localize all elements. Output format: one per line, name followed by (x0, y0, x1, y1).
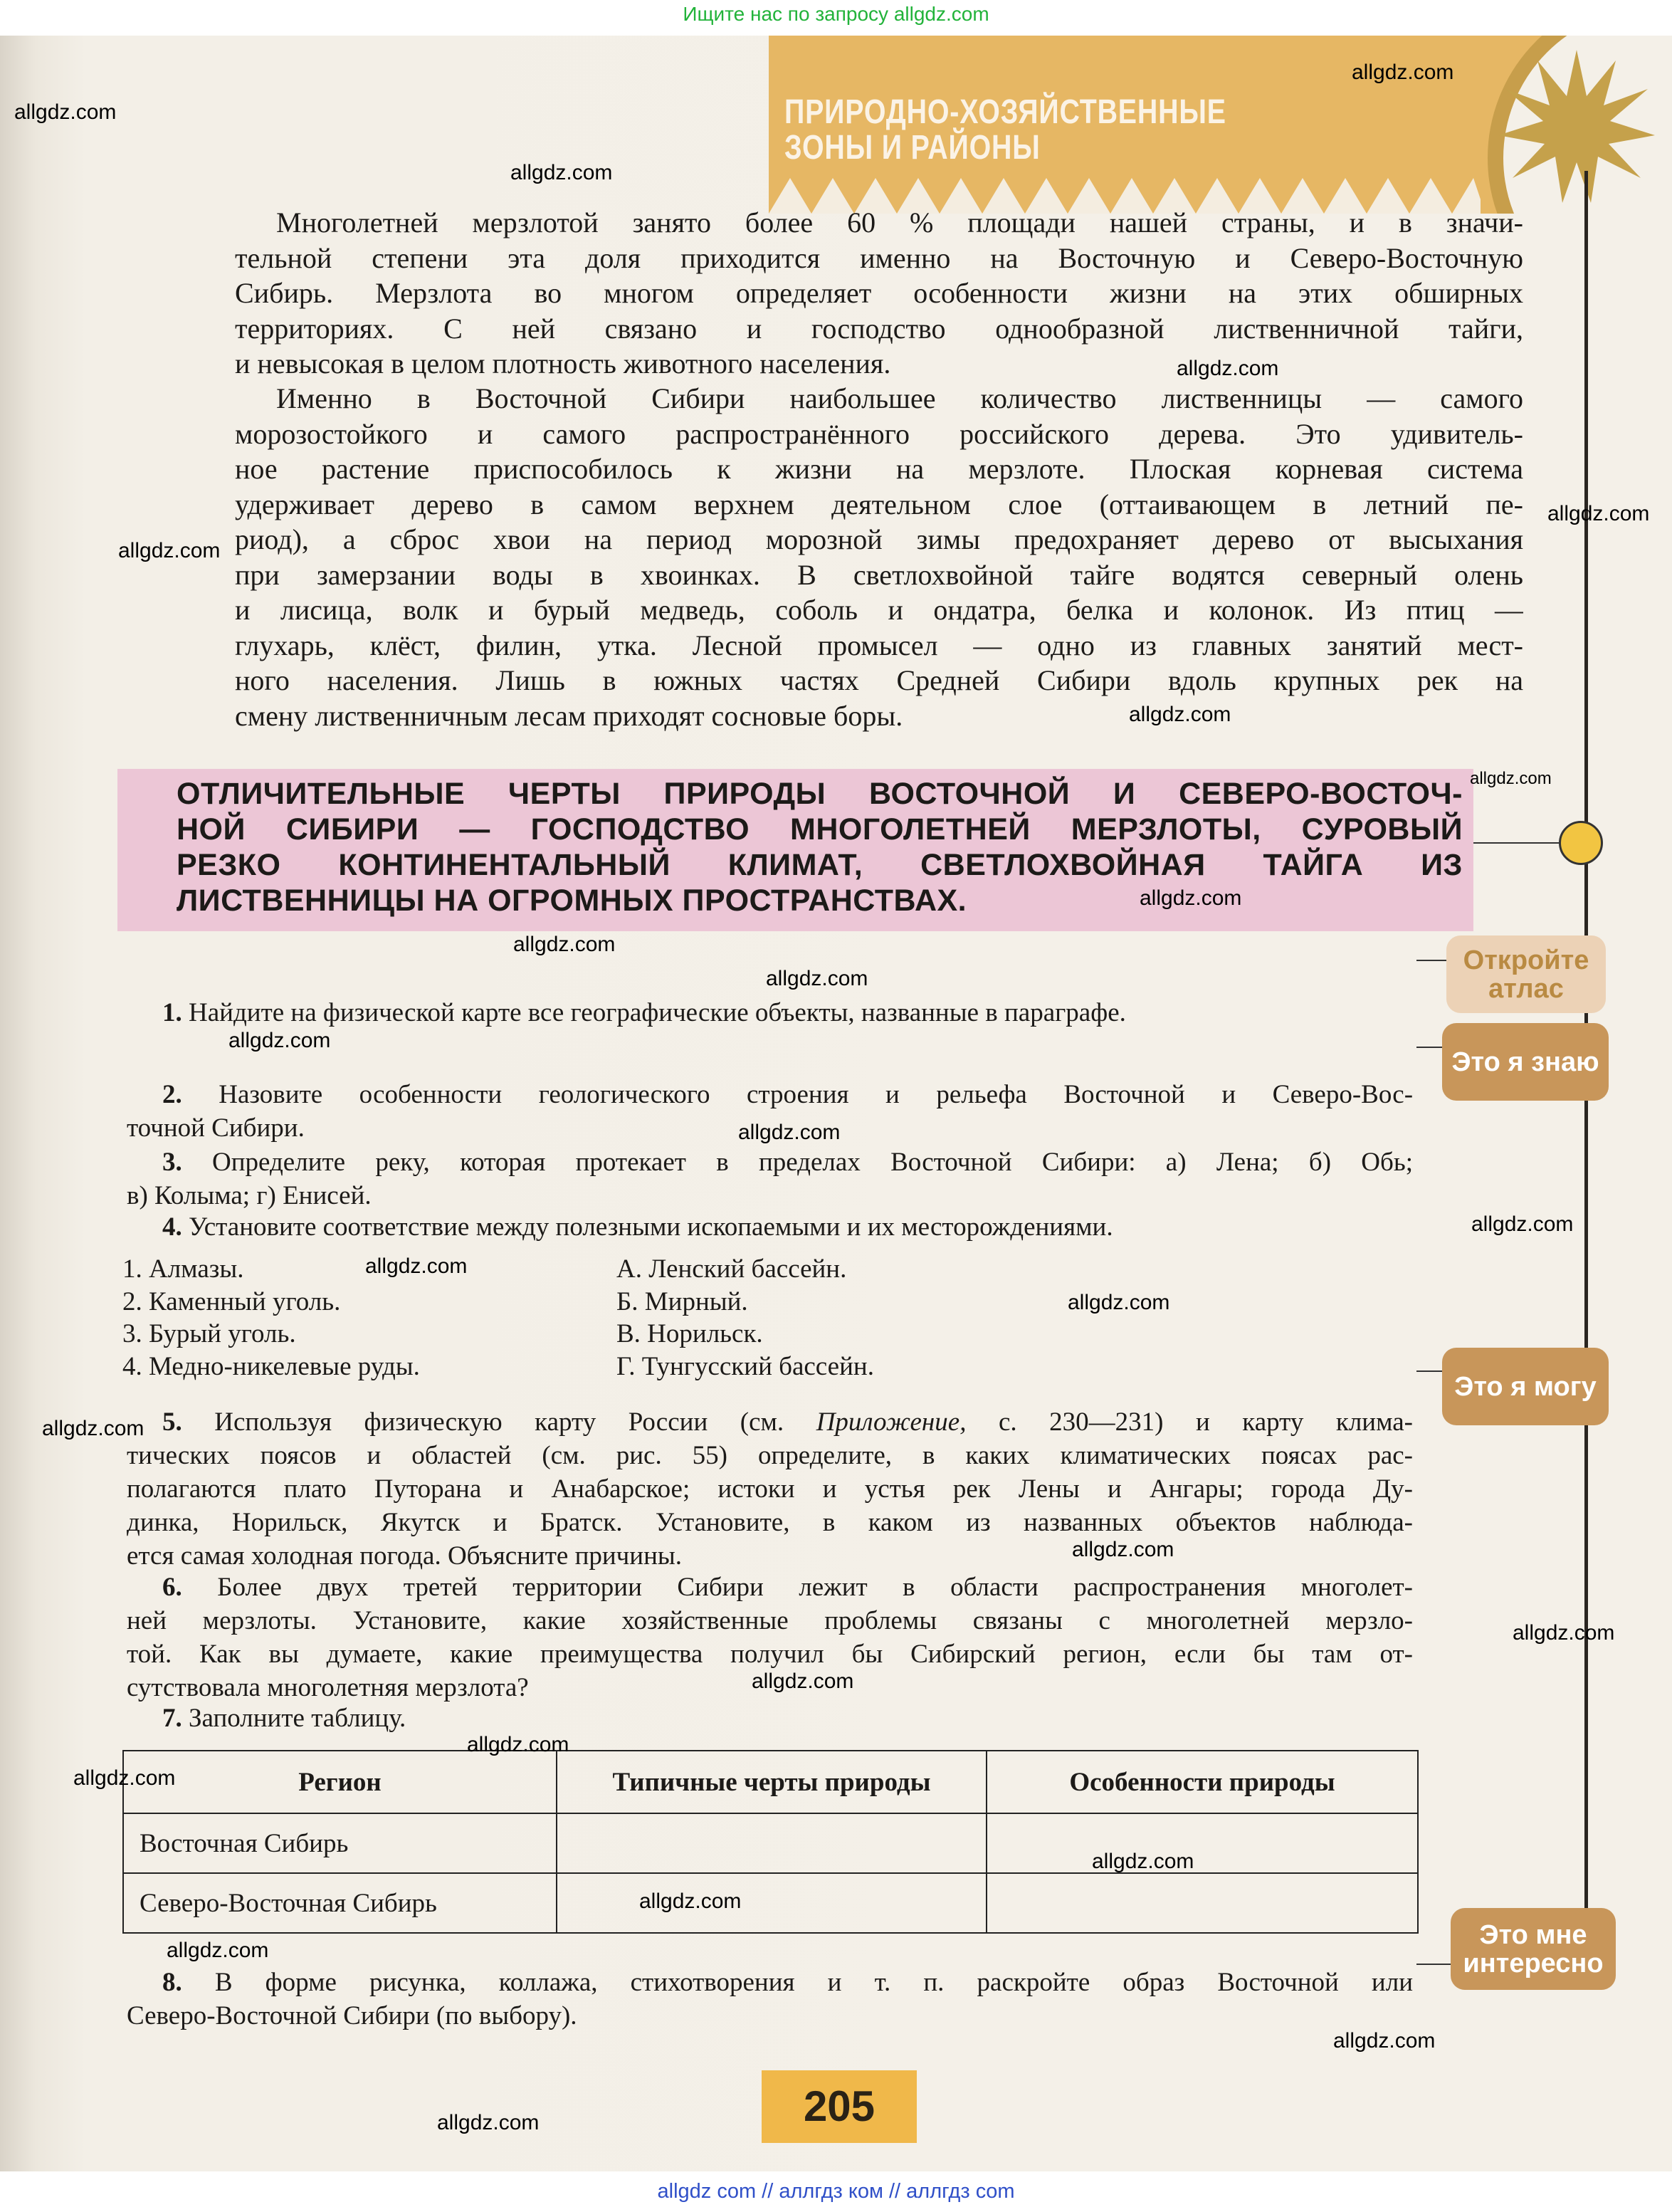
tab-connector (1416, 1370, 1445, 1372)
question-5 (127, 1405, 1413, 1573)
watermark: allgdz.com (1333, 2029, 1436, 2053)
summary-text (177, 776, 1463, 918)
open-atlas-tab (1446, 935, 1606, 1013)
table-cell-empty[interactable] (987, 1813, 1418, 1873)
question-text: сутствовала многолетняя мерзлота? (127, 1673, 529, 1702)
question-text: в) Колыма; г) Енисей. (127, 1181, 372, 1210)
top-search-note: Ищите нас по запросу allgdz.com (683, 3, 989, 25)
watermark: allgdz.com (1072, 1538, 1174, 1561)
tab-label: интересно (1463, 1948, 1604, 1978)
text-line: риод), а сброс хвои на период морозной зимы предохраняет дерево от высыхания (235, 523, 1523, 555)
tab-connector (1416, 1047, 1445, 1048)
question-text: с. 230—231) и карту клима- (998, 1408, 1413, 1437)
question-number: 2. (162, 1080, 182, 1109)
question-number: 8. (162, 1968, 182, 1997)
question-text-italic: Приложение, (816, 1408, 967, 1437)
mineral-item: 2. Каменный уголь. (122, 1286, 341, 1316)
page-number: 205 (762, 2070, 917, 2143)
i-know-this-tab: Это я знаю (1442, 1023, 1609, 1101)
question-text: точной Сибири. (127, 1113, 305, 1143)
question-number: 6. (162, 1573, 182, 1602)
question-text: полагаются плато Путорана и Анабарское; истоки и устья рек Лены и Ангары; города Ду- (127, 1474, 1413, 1504)
summary-line: ОТЛИЧИТЕЛЬНЫЕ ЧЕРТЫ ПРИРОДЫ ВОСТОЧНОЙ И СЕВЕРО-ВОСТОЧ- (177, 777, 1463, 811)
question-number: 4. (162, 1212, 182, 1242)
summary-line: НОЙ СИБИРИ — ГОСПОДСТВО МНОГОЛЕТНЕЙ МЕРЗЛОТЫ, СУРОВЫЙ (177, 812, 1463, 846)
question-text: тических поясов и областей (см. рис. 55) определите, в каких климатических поясах рас- (127, 1441, 1413, 1470)
watermark: allgdz.com (118, 539, 221, 562)
question-text: Заполните таблицу. (189, 1704, 406, 1733)
question-text: Более двух третей территории Сибири лежит в области распространения многолет- (217, 1573, 1413, 1602)
question-3 (127, 1146, 1413, 1212)
watermark: allgdz.com (1140, 886, 1242, 910)
watermark: allgdz.com (766, 967, 868, 990)
watermark: allgdz.com (1068, 1291, 1170, 1314)
table-cell: Северо-Восточная Сибирь (123, 1873, 557, 1933)
watermark: allgdz.com (14, 100, 117, 124)
paragraph-1 (235, 205, 1523, 382)
table-cell: Восточная Сибирь (123, 1813, 557, 1873)
text-line: Сибирь. Мерзлота во многом определяет особенности жизни на этих обширных (235, 277, 1523, 309)
interesting-tab (1451, 1908, 1616, 1990)
watermark: allgdz.com (228, 1029, 331, 1052)
column-header: Типичные черты природы (557, 1751, 987, 1813)
watermark: allgdz.com (1352, 61, 1454, 84)
text-line: при замерзании воды в хвоинках. В светлохвойной тайге водятся северный олень (235, 558, 1523, 591)
question-text: В форме рисунка, коллажа, стихотворения и т. п. раскройте образ Восточной или (214, 1968, 1413, 1997)
watermark: allgdz.com (1177, 357, 1279, 380)
fill-in-table (122, 1750, 1419, 1934)
watermark: allgdz.com (1471, 1212, 1574, 1236)
mineral-item: 1. Алмазы. (122, 1254, 244, 1284)
question-text: Найдите на физической карте все географические объекты, названные в параграфе. (189, 998, 1126, 1027)
watermark: allgdz.com (42, 1417, 144, 1440)
text-line: Именно в Восточной Сибири наибольшее количество лиственницы — самого (276, 382, 1523, 414)
text-line: тельной степени эта доля приходится именно на Восточную и Северо-Восточную (235, 241, 1523, 274)
tab-connector (1416, 1964, 1452, 1965)
watermark: allgdz.com (752, 1670, 854, 1693)
text-line: и невысокая в целом плотность животного населения. (235, 347, 891, 379)
tab-label: Откройте (1463, 945, 1589, 975)
watermark: allgdz.com (1129, 703, 1231, 726)
text-line: ное растение приспособилось к жизни на мерзлоте. Плоская корневая система (235, 453, 1523, 485)
table-cell-empty[interactable] (557, 1873, 987, 1933)
mineral-item: 4. Медно-никелевые руды. (122, 1351, 420, 1381)
watermark: allgdz.com (1092, 1850, 1194, 1873)
summary-line: ЛИСТВЕННИЦЫ НА ОГРОМНЫХ ПРОСТРАНСТВАХ. (177, 884, 967, 918)
watermark: allgdz.com (1470, 769, 1552, 788)
question-text: динка, Норильск, Якутск и Братск. Установите, в каком из названных объектов наблюда- (127, 1508, 1413, 1537)
watermark: allgdz.com (1547, 502, 1650, 525)
watermark: allgdz.com (513, 933, 616, 956)
section-title-line1: ПРИРОДНО-ХОЗЯЙСТВЕННЫЕ (784, 93, 1226, 131)
question-text: той. Как вы думаете, какие преимущества получил бы Сибирский регион, если бы там от- (127, 1640, 1413, 1669)
question-number: 1. (162, 998, 182, 1027)
text-line: Многолетней мерзлотой занято более 60 % площади нашей страны, и в значи- (276, 206, 1523, 239)
question-text: Определите реку, которая протекает в пределах Восточной Сибири: а) Лена; б) Обь; (212, 1148, 1413, 1177)
section-title-line2: ЗОНЫ И РАЙОНЫ (784, 129, 1041, 167)
tab-connector (1416, 960, 1446, 961)
deposit-item: Б. Мирный. (616, 1286, 748, 1316)
question-text: ней мерзлоты. Установите, какие хозяйственные проблемы связаны с многолетней мерзло- (127, 1606, 1413, 1635)
watermark: allgdz.com (639, 1889, 742, 1913)
timeline-marker (1559, 821, 1603, 865)
summary-line: РЕЗКО КОНТИНЕНТАЛЬНЫЙ КЛИМАТ, СВЕТЛОХВОЙНАЯ ТАЙГА ИЗ (177, 848, 1463, 882)
watermark: allgdz.com (1513, 1621, 1615, 1645)
text-line: морозостойкого и самого распространённого российского дерева. Это удивитель- (235, 417, 1523, 450)
text-line: смену лиственничным лесам приходят сосновые боры. (235, 699, 903, 732)
column-header: Особенности природы (987, 1751, 1418, 1813)
table-header-row (123, 1751, 1418, 1813)
question-4 (127, 1210, 1413, 1244)
question-number: 3. (162, 1148, 182, 1177)
deposit-item: В. Норильск. (616, 1319, 763, 1349)
table-cell-empty[interactable] (987, 1873, 1418, 1933)
text-line: и лисица, волк и бурый медведь, соболь и ондатра, белка и колонок. Из птиц — (235, 594, 1523, 626)
table-cell-empty[interactable] (557, 1813, 987, 1873)
question-number: 5. (162, 1408, 182, 1437)
watermark: allgdz.com (437, 2111, 540, 2134)
column-header: Регион (123, 1751, 557, 1813)
question-8 (127, 1966, 1413, 2033)
deposit-item: А. Ленский бассейн. (616, 1254, 847, 1284)
deposits-list (616, 1253, 874, 1383)
question-1 (127, 996, 1413, 1029)
tab-label: Это мне (1479, 1919, 1587, 1950)
text-line: глухарь, клёст, филин, утка. Лесной промысел — одно из главных занятий мест- (235, 629, 1523, 661)
watermark: allgdz.com (365, 1254, 468, 1278)
text-line: территориях. С ней связано и господство однообразной лиственничной тайги, (235, 312, 1523, 345)
text-line: удерживает дерево в самом верхнем деятельном слое (оттаивающем в летний пе- (235, 488, 1523, 520)
tab-label: атлас (1488, 973, 1564, 1004)
question-text: Установите соответствие между полезными ископаемыми и их месторождениями. (189, 1212, 1113, 1242)
question-7 (127, 1702, 1413, 1735)
footer-note: allgdz com // аллгдз ком // аллгдз com (657, 2180, 1015, 2203)
deposit-item: Г. Тунгусский бассейн. (616, 1351, 874, 1381)
star-icon (1491, 43, 1662, 214)
watermark: allgdz.com (467, 1733, 569, 1756)
i-can-do-this-tab: Это я могу (1442, 1348, 1609, 1425)
watermark: allgdz.com (738, 1121, 841, 1144)
question-text: Назовите особенности геологического строения и рельефа Восточной и Северо-Вос- (219, 1080, 1413, 1109)
question-text: Северо-Восточной Сибири (по выбору). (127, 2001, 577, 2030)
timeline-connector (1473, 842, 1562, 844)
watermark: allgdz.com (510, 161, 613, 184)
question-text: Используя физическую карту России (см. (214, 1408, 784, 1437)
question-text: ется самая холодная погода. Объясните причины. (127, 1541, 682, 1571)
table-row (123, 1873, 1418, 1933)
paragraph-2 (235, 381, 1523, 733)
text-line: ного населения. Лишь в южных частях Средней Сибири вдоль крупных рек на (235, 664, 1523, 696)
watermark: allgdz.com (167, 1939, 269, 1962)
mineral-item: 3. Бурый уголь. (122, 1319, 296, 1349)
question-number: 7. (162, 1704, 182, 1733)
watermark: allgdz.com (73, 1766, 176, 1790)
table-row (123, 1813, 1418, 1873)
